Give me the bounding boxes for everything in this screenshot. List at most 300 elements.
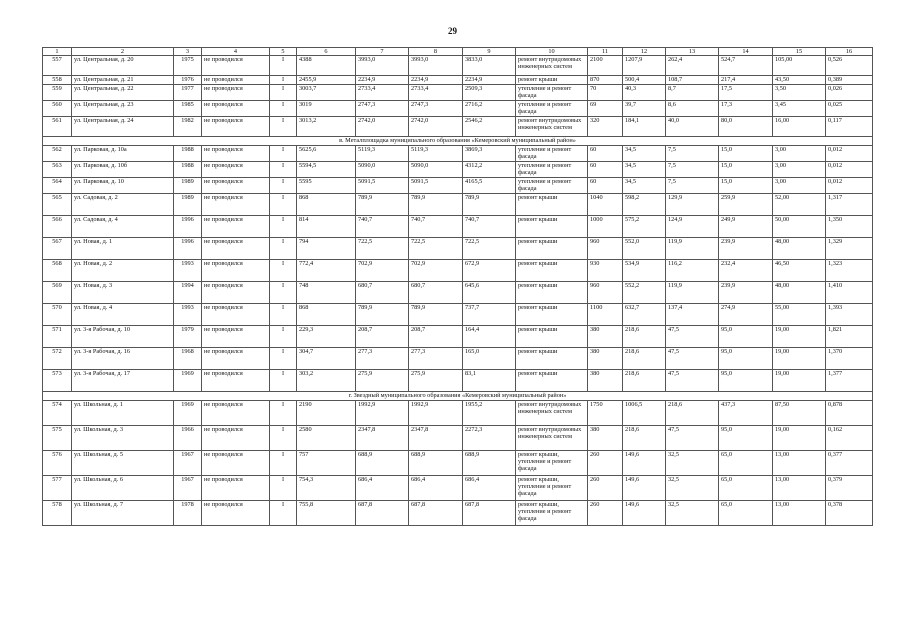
table-cell: не проводился [202, 348, 270, 370]
table-cell: 32,5 [666, 451, 719, 476]
table-cell: 239,9 [719, 238, 773, 260]
table-cell: 569 [43, 282, 72, 304]
table-cell: 702,9 [409, 260, 463, 282]
table-cell: 48,00 [773, 238, 826, 260]
table-cell: ремонт крыши [516, 260, 588, 282]
table-cell: не проводился [202, 76, 270, 85]
table-cell: не проводился [202, 476, 270, 501]
table-cell: 2742,0 [409, 117, 463, 137]
table-cell: 573 [43, 370, 72, 392]
table-cell: 560 [43, 101, 72, 117]
table-cell: 95,0 [719, 348, 773, 370]
table-cell: 2742,0 [356, 117, 409, 137]
table-cell: ремонт крыши [516, 348, 588, 370]
table-cell: 688,9 [409, 451, 463, 476]
table-cell: 0,526 [826, 56, 873, 76]
table-cell: 1989 [174, 178, 202, 194]
table-cell: 0,389 [826, 76, 873, 85]
table-cell: I [270, 162, 297, 178]
table-cell: I [270, 216, 297, 238]
table-row [43, 260, 873, 282]
table-cell: ремонт внутридомовых инженерных систем [516, 426, 588, 451]
table-cell: ремонт крыши [516, 194, 588, 216]
table-cell: 3833,0 [463, 56, 516, 76]
table-cell: 1982 [174, 117, 202, 137]
table-row [43, 162, 873, 178]
table-cell: 789,9 [356, 194, 409, 216]
table-cell: 7,5 [666, 178, 719, 194]
table-cell: 8,6 [666, 101, 719, 117]
table-cell: 687,8 [463, 501, 516, 526]
table-cell: 165,0 [463, 348, 516, 370]
table-cell: I [270, 451, 297, 476]
table-cell: 46,50 [773, 260, 826, 282]
table-cell: I [270, 146, 297, 162]
table-cell: 15,0 [719, 162, 773, 178]
table-cell: 598,2 [623, 194, 666, 216]
table-cell: 2580 [297, 426, 356, 451]
table-cell: ул. Новая, д. 2 [72, 260, 174, 282]
table-cell: 2234,9 [463, 76, 516, 85]
table-cell: 48,00 [773, 282, 826, 304]
table-cell: 19,00 [773, 348, 826, 370]
table-cell: 1750 [588, 401, 623, 426]
table-cell: 303,2 [297, 370, 356, 392]
table-cell: 1,821 [826, 326, 873, 348]
table-row [43, 326, 873, 348]
table-cell: не проводился [202, 304, 270, 326]
table-cell: 5119,3 [356, 146, 409, 162]
table-cell: 277,3 [409, 348, 463, 370]
table-cell: 1992,9 [409, 401, 463, 426]
table-cell: ремонт крыши [516, 216, 588, 238]
table-cell: 149,6 [623, 476, 666, 501]
table-cell: 5091,5 [409, 178, 463, 194]
table-row [43, 401, 873, 426]
table-cell: I [270, 326, 297, 348]
table-cell: 304,7 [297, 348, 356, 370]
table-cell: 0,878 [826, 401, 873, 426]
table-cell: 1969 [174, 401, 202, 426]
column-header: 1 [43, 48, 72, 56]
table-cell: 0,012 [826, 146, 873, 162]
table-cell: не проводился [202, 178, 270, 194]
table-cell: ул. Школьная, д. 5 [72, 451, 174, 476]
table-cell: 262,4 [666, 56, 719, 76]
table-cell: 34,5 [623, 162, 666, 178]
table-cell: 2546,2 [463, 117, 516, 137]
table-cell: I [270, 101, 297, 117]
table-cell: 17,3 [719, 101, 773, 117]
table-cell: не проводился [202, 162, 270, 178]
table-cell: I [270, 348, 297, 370]
table-cell: 65,0 [719, 476, 773, 501]
table-cell: 870 [588, 76, 623, 85]
column-header: 12 [623, 48, 666, 56]
table-cell: ул. Центральная, д. 22 [72, 85, 174, 101]
table-cell: 3,00 [773, 162, 826, 178]
table-cell: 563 [43, 162, 72, 178]
table-cell: 1207,9 [623, 56, 666, 76]
table-cell: 60 [588, 146, 623, 162]
table-cell: ул. Школьная, д. 7 [72, 501, 174, 526]
table-row [43, 101, 873, 117]
table-cell: 687,8 [356, 501, 409, 526]
table-cell: 2234,9 [356, 76, 409, 85]
table-cell: 2716,2 [463, 101, 516, 117]
page-number: 29 [448, 26, 457, 36]
table-cell: 275,9 [356, 370, 409, 392]
table-row [43, 426, 873, 451]
table-cell: 552,2 [623, 282, 666, 304]
table-cell: 19,00 [773, 426, 826, 451]
table-cell: 229,3 [297, 326, 356, 348]
table-cell: 1975 [174, 56, 202, 76]
table-cell: ремонт крыши [516, 370, 588, 392]
table-cell: ремонт крыши [516, 282, 588, 304]
table-cell: 116,2 [666, 260, 719, 282]
table-cell: 0,117 [826, 117, 873, 137]
table-cell: I [270, 56, 297, 76]
table-cell: 1,377 [826, 370, 873, 392]
table-cell: 688,9 [463, 451, 516, 476]
table-cell: 1988 [174, 162, 202, 178]
table-row [43, 76, 873, 85]
table-cell: 274,9 [719, 304, 773, 326]
table-cell: ул. Садовая, д. 2 [72, 194, 174, 216]
table-cell: 50,00 [773, 216, 826, 238]
table-cell: I [270, 370, 297, 392]
table-cell: 565 [43, 194, 72, 216]
table-cell: 789,9 [463, 194, 516, 216]
table-cell: 524,7 [719, 56, 773, 76]
section-title: в. Металплощадка муниципального образования «Кемеровский муниципальный район» [43, 137, 873, 146]
table-cell: 3,00 [773, 178, 826, 194]
table-row [43, 117, 873, 137]
column-header: 5 [270, 48, 297, 56]
table-cell: 1992,9 [356, 401, 409, 426]
table-cell: 772,4 [297, 260, 356, 282]
table-cell: 95,0 [719, 426, 773, 451]
table-cell: ремонт крыши [516, 76, 588, 85]
table-cell: не проводился [202, 117, 270, 137]
table-cell: 567 [43, 238, 72, 260]
section-row [43, 137, 873, 146]
table-cell: 15,0 [719, 178, 773, 194]
table-cell: 794 [297, 238, 356, 260]
table-cell: 559 [43, 85, 72, 101]
table-cell: 645,6 [463, 282, 516, 304]
table-cell: 380 [588, 348, 623, 370]
table-cell: 43,50 [773, 76, 826, 85]
table-row [43, 476, 873, 501]
table-cell: 95,0 [719, 326, 773, 348]
table-cell: 40,0 [666, 117, 719, 137]
table-cell: 1967 [174, 451, 202, 476]
table-cell: ремонт внутридомовых инженерных систем [516, 117, 588, 137]
table-cell: 687,8 [409, 501, 463, 526]
table-cell: ул. Центральная, д. 24 [72, 117, 174, 137]
table-cell: 754,3 [297, 476, 356, 501]
table-cell: 218,6 [666, 401, 719, 426]
table-cell: ул. Центральная, д. 21 [72, 76, 174, 85]
table-cell: 740,7 [463, 216, 516, 238]
table-cell: I [270, 282, 297, 304]
table-cell: ул. Парковая, д. 10 [72, 178, 174, 194]
table-cell: 95,0 [719, 370, 773, 392]
table-cell: 680,7 [356, 282, 409, 304]
table-cell: 52,00 [773, 194, 826, 216]
table-cell: 1,317 [826, 194, 873, 216]
table-cell: 755,8 [297, 501, 356, 526]
table-cell: 2190 [297, 401, 356, 426]
table-cell: 40,3 [623, 85, 666, 101]
table-cell: 4312,2 [463, 162, 516, 178]
table-row [43, 194, 873, 216]
table-cell: ремонт крыши, утепление и ремонт фасада [516, 451, 588, 476]
column-header: 7 [356, 48, 409, 56]
column-header: 10 [516, 48, 588, 56]
table-cell: I [270, 76, 297, 85]
table-cell: 260 [588, 476, 623, 501]
table-row [43, 501, 873, 526]
table-cell: ул. 3-я Рабочая, д. 17 [72, 370, 174, 392]
table-cell: 19,00 [773, 370, 826, 392]
table-cell: 702,9 [356, 260, 409, 282]
column-header: 3 [174, 48, 202, 56]
table-cell: 34,5 [623, 146, 666, 162]
table-cell: ул. Новая, д. 3 [72, 282, 174, 304]
table-cell: 7,5 [666, 162, 719, 178]
table-cell: 184,1 [623, 117, 666, 137]
table-cell: I [270, 304, 297, 326]
table-cell: 65,0 [719, 501, 773, 526]
table-cell: 757 [297, 451, 356, 476]
table-cell: 1,370 [826, 348, 873, 370]
table-cell: 722,5 [409, 238, 463, 260]
table-cell: ул. Парковая, д. 10б [72, 162, 174, 178]
table-cell: 2747,3 [356, 101, 409, 117]
table-cell: 124,9 [666, 216, 719, 238]
table-cell: 0,162 [826, 426, 873, 451]
table-cell: 1,393 [826, 304, 873, 326]
table-cell: не проводился [202, 451, 270, 476]
table-cell: 632,7 [623, 304, 666, 326]
table-cell: 3993,0 [409, 56, 463, 76]
section-title: г. Звездный муниципального образования «Кемеровский муниципальный район» [43, 392, 873, 401]
table-cell: 686,4 [409, 476, 463, 501]
table-cell: 789,9 [356, 304, 409, 326]
table-row [43, 216, 873, 238]
table-cell: 680,7 [409, 282, 463, 304]
table-cell: 380 [588, 426, 623, 451]
table-cell: 1966 [174, 426, 202, 451]
table-cell: 578 [43, 501, 72, 526]
table-cell: 0,378 [826, 501, 873, 526]
table-cell: 534,9 [623, 260, 666, 282]
table-cell: утепление и ремонт фасада [516, 162, 588, 178]
table-cell: 748 [297, 282, 356, 304]
table-cell: 15,0 [719, 146, 773, 162]
table-cell: 8,7 [666, 85, 719, 101]
table-cell: 5091,5 [356, 178, 409, 194]
table-cell: 575,2 [623, 216, 666, 238]
table-cell: 740,7 [409, 216, 463, 238]
table-cell: 259,9 [719, 194, 773, 216]
table-cell: 60 [588, 178, 623, 194]
table-cell: 2733,4 [356, 85, 409, 101]
table-cell: 1040 [588, 194, 623, 216]
table-cell: не проводился [202, 370, 270, 392]
table-cell: 688,9 [356, 451, 409, 476]
table-cell: 2347,8 [409, 426, 463, 451]
table-cell: 960 [588, 282, 623, 304]
column-header: 11 [588, 48, 623, 56]
table-cell: I [270, 426, 297, 451]
table-cell: ремонт крыши, утепление и ремонт фасада [516, 501, 588, 526]
table-cell: 105,00 [773, 56, 826, 76]
table-row [43, 178, 873, 194]
table-cell: 60 [588, 162, 623, 178]
column-header: 13 [666, 48, 719, 56]
table-cell: не проводился [202, 282, 270, 304]
table-cell: 740,7 [356, 216, 409, 238]
data-table [42, 47, 873, 526]
table-row [43, 304, 873, 326]
table-cell: 218,6 [623, 348, 666, 370]
table-row [43, 370, 873, 392]
table-cell: 13,00 [773, 501, 826, 526]
table-cell: 5594,5 [297, 162, 356, 178]
table-cell: 5119,3 [409, 146, 463, 162]
table-cell: 3019 [297, 101, 356, 117]
table-cell: ремонт внутридомовых инженерных систем [516, 56, 588, 76]
column-header: 4 [202, 48, 270, 56]
table-cell: 789,9 [409, 194, 463, 216]
table-cell: 0,377 [826, 451, 873, 476]
table-cell: 129,9 [666, 194, 719, 216]
column-header: 2 [72, 48, 174, 56]
table-cell: 380 [588, 370, 623, 392]
table-row [43, 56, 873, 76]
table-cell: ул. Школьная, д. 6 [72, 476, 174, 501]
table-cell: 5090,0 [409, 162, 463, 178]
table-cell: 576 [43, 451, 72, 476]
table-cell: не проводился [202, 56, 270, 76]
table-cell: 686,4 [356, 476, 409, 501]
table-cell: 5090,0 [356, 162, 409, 178]
table-cell: не проводился [202, 326, 270, 348]
table-cell: 13,00 [773, 476, 826, 501]
table-cell: 65,0 [719, 451, 773, 476]
table-cell: 2100 [588, 56, 623, 76]
table-cell: 149,6 [623, 451, 666, 476]
table-cell: ремонт крыши [516, 238, 588, 260]
column-header: 8 [409, 48, 463, 56]
table-cell: 1976 [174, 76, 202, 85]
table-cell: 814 [297, 216, 356, 238]
table-cell: 1977 [174, 85, 202, 101]
table-cell: 55,00 [773, 304, 826, 326]
table-cell: ремонт крыши [516, 304, 588, 326]
table-cell: I [270, 178, 297, 194]
table-cell: не проводился [202, 194, 270, 216]
table-cell: 70 [588, 85, 623, 101]
table-row [43, 451, 873, 476]
table-cell: 87,50 [773, 401, 826, 426]
table-cell: I [270, 117, 297, 137]
table-cell: 5625,6 [297, 146, 356, 162]
table-cell: 789,9 [409, 304, 463, 326]
table-cell: не проводился [202, 426, 270, 451]
table-cell: 13,00 [773, 451, 826, 476]
table-cell: ремонт внутридомовых инженерных систем [516, 401, 588, 426]
table-cell: 2747,3 [409, 101, 463, 117]
table-cell: I [270, 260, 297, 282]
column-header: 6 [297, 48, 356, 56]
table-cell: 239,9 [719, 282, 773, 304]
table-cell: 566 [43, 216, 72, 238]
table-cell: 0,379 [826, 476, 873, 501]
table-cell: 561 [43, 117, 72, 137]
table-cell: 249,9 [719, 216, 773, 238]
table-cell: 47,5 [666, 326, 719, 348]
table-cell: 1996 [174, 238, 202, 260]
table-cell: 571 [43, 326, 72, 348]
table-cell: 218,6 [623, 426, 666, 451]
table-cell: 3,45 [773, 101, 826, 117]
table-cell: 1968 [174, 348, 202, 370]
table-cell: 218,6 [623, 326, 666, 348]
table-cell: 16,00 [773, 117, 826, 137]
table-cell: 108,7 [666, 76, 719, 85]
table-cell: 2509,3 [463, 85, 516, 101]
table-cell: I [270, 238, 297, 260]
table-cell: I [270, 401, 297, 426]
table-cell: 722,5 [463, 238, 516, 260]
table-cell: не проводился [202, 85, 270, 101]
table-cell: 69 [588, 101, 623, 117]
table-cell: 5595 [297, 178, 356, 194]
table-cell: ул. Новая, д. 4 [72, 304, 174, 326]
table-cell: 564 [43, 178, 72, 194]
table-cell: I [270, 85, 297, 101]
table-cell: 32,5 [666, 501, 719, 526]
table-cell: ремонт крыши, утепление и ремонт фасада [516, 476, 588, 501]
table-row [43, 282, 873, 304]
table-cell: 1100 [588, 304, 623, 326]
table-cell: утепление и ремонт фасада [516, 178, 588, 194]
table-cell: 552,0 [623, 238, 666, 260]
table-cell: 500,4 [623, 76, 666, 85]
table-cell: 1993 [174, 304, 202, 326]
table-cell: 1978 [174, 501, 202, 526]
table-cell: 3003,7 [297, 85, 356, 101]
table-cell: 47,5 [666, 348, 719, 370]
table-cell: 557 [43, 56, 72, 76]
table-cell: 686,4 [463, 476, 516, 501]
column-header: 14 [719, 48, 773, 56]
table-cell: 1000 [588, 216, 623, 238]
table-cell: 119,9 [666, 282, 719, 304]
table-cell: 260 [588, 451, 623, 476]
table-cell: не проводился [202, 260, 270, 282]
table-cell: ул. 3-я Рабочая, д. 10 [72, 326, 174, 348]
table-cell: 575 [43, 426, 72, 451]
table-cell: 137,4 [666, 304, 719, 326]
table-cell: 3869,3 [463, 146, 516, 162]
table-cell: 0,012 [826, 178, 873, 194]
